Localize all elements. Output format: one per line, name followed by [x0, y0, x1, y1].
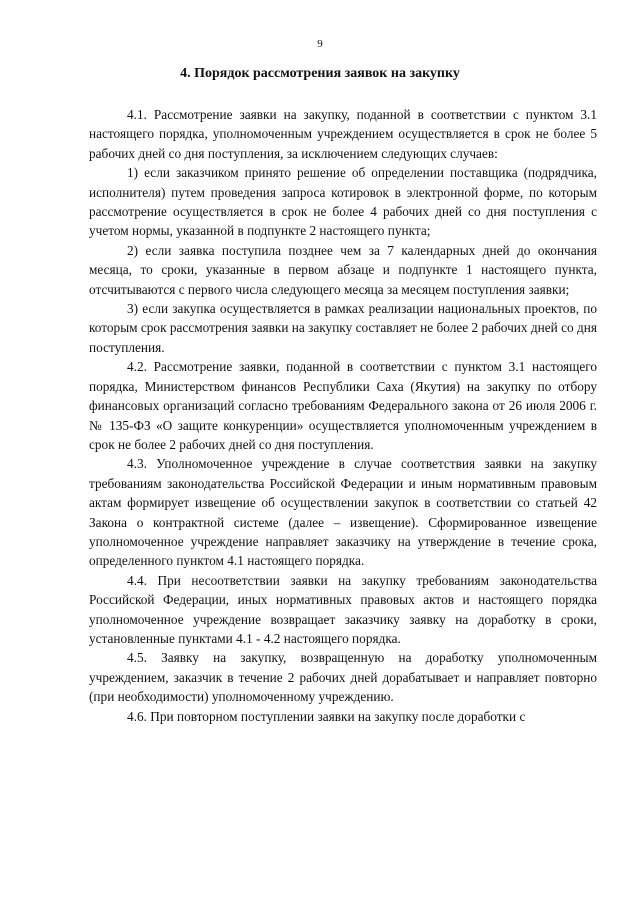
paragraph-4-1: 4.1. Рассмотрение заявки на закупку, поданной в соответствии с пунктом 3.1 настоящего порядка, уполномоченным учреждением осуществляется в срок не более 5 рабочих дней со дня поступления, за исключением следующих случаев: — [89, 107, 597, 161]
paragraph-4-1-item-1: 1) если заказчиком принято решение об определении поставщика (подрядчика, исполнителя) путем проведения запроса котировок в электронной форме, по которым рассмотрение осуществляется в срок не более 4 рабочих дней со дня поступления с учетом нормы, указанной в подпункте 2 настоящего пункта; — [89, 165, 597, 239]
paragraph-4-1-item-2: 2) если заявка поступила позднее чем за 7 календарных дней до окончания месяца, то сроки, указанные в первом абзаце и подпункте 1 настоящего пункта, отсчитываются с первого числа следующего месяца за месяцем поступления заявки; — [89, 242, 597, 297]
paragraph-4-6: 4.6. При повторном поступлении заявки на закупку после доработки с — [127, 708, 526, 724]
section-title: 4. Порядок рассмотрения заявок на закупку — [180, 66, 460, 81]
page-number: 9 — [317, 38, 323, 50]
paragraph-4-5: 4.5. Заявку на закупку, возвращенную на доработку уполномоченным учреждением, заказчик в течение 2 рабочих дней дорабатывает и направляет повторно (при необходимости) уполномоченному учреждению. — [89, 650, 597, 705]
paragraph-4-2: 4.2. Рассмотрение заявки, поданной в соответствии с пунктом 3.1 настоящего порядка, Министерством финансов Республики Саха (Якутия) на закупку по отбору финансовых организаций согласно требованиям Федерального закона от 26 июля 2006 г. № 135-ФЗ «О защите конкуренции» осуществляется уполномоченным учреждением в срок не более 2 рабочих дней со дня поступления. — [89, 359, 597, 452]
paragraph-4-3: 4.3. Уполномоченное учреждение в случае соответствия заявки на закупку требованиям законодательства Российской Федерации и иным нормативным правовым актам формирует извещение об осуществлении закупок в соответствии со статьей 42 Закона о контрактной системе (далее – извещение). Сформированное извещение уполномоченное учреждение направляет заказчику на утверждение в течение срока, определенного пунктом 4.1 настоящего порядка. — [89, 456, 597, 569]
paragraph-4-1-item-3: 3) если закупка осуществляется в рамках реализации национальных проектов, по которым срок рассмотрения заявки на закупку составляет не более 2 рабочих дней со дня поступления. — [89, 301, 597, 355]
paragraph-4-4: 4.4. При несоответствии заявки на закупку требованиям законодательства Российской Федерации, иных нормативных правовых актов и настоящего порядка уполномоченное учреждение возвращает заказчику заявку на доработку в сроки, установленные пунктами 4.1 - 4.2 настоящего порядка. — [89, 572, 597, 646]
document-body — [89, 105, 597, 726]
